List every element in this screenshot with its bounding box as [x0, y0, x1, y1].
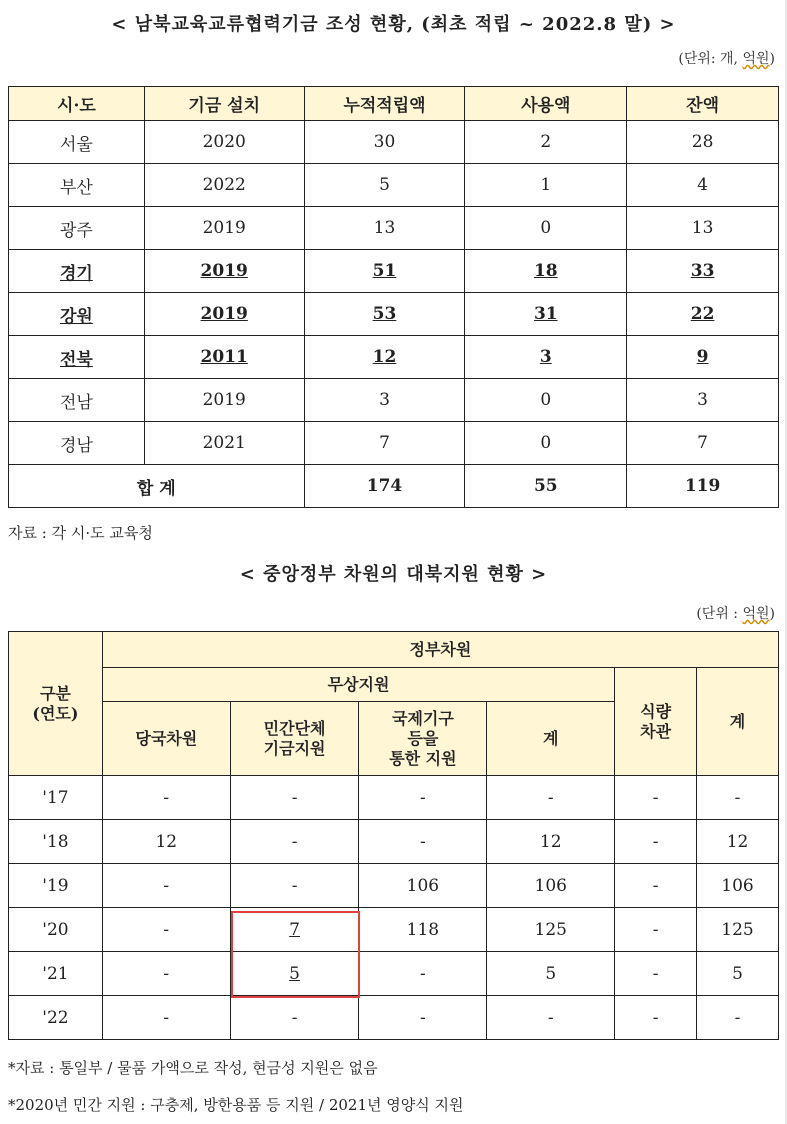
- cell-accum: 12: [304, 336, 465, 379]
- header-region: 시·도: [9, 87, 145, 121]
- cell-used: 31: [465, 293, 627, 336]
- cell-intl: -: [359, 820, 487, 864]
- header-intl: 국제기구 등을 통한 지원: [359, 702, 487, 776]
- cell-intl: 106: [359, 864, 487, 908]
- cell-accum: 3: [304, 379, 465, 422]
- cell-food_loan: -: [615, 820, 697, 864]
- cell-balance: 28: [627, 121, 779, 164]
- header-civil: 민간단체 기금지원: [230, 702, 359, 776]
- header-free-support: 무상지원: [102, 668, 614, 702]
- table-row: [9, 379, 779, 422]
- cell-accum: 7: [304, 422, 465, 465]
- total-row: [9, 465, 779, 508]
- cell-balance: 13: [627, 207, 779, 250]
- total-used: 55: [465, 465, 627, 508]
- cell-civil: -: [230, 864, 359, 908]
- gov-table-title: < 중앙정부 차원의 대북지원 현황 >: [239, 564, 548, 585]
- cell-total: 5: [697, 952, 779, 996]
- cell-used: 1: [465, 164, 627, 207]
- header-total: 계: [697, 668, 779, 776]
- header-authority: 당국차원: [102, 702, 230, 776]
- table-row: [9, 864, 779, 908]
- cell-balance: 33: [627, 250, 779, 293]
- header-food-loan: 식량 차관: [615, 668, 697, 776]
- cell-year: '17: [9, 776, 103, 820]
- gov-source-note: *자료 : 통일부 / 물품 가액으로 작성, 현금성 지원은 없음: [8, 1059, 378, 1077]
- cell-accum: 5: [304, 164, 465, 207]
- cell-total: 125: [697, 908, 779, 952]
- fund-table: [8, 86, 779, 508]
- header-fund-setup: 기금 설치: [144, 87, 304, 121]
- cell-civil: -: [230, 776, 359, 820]
- total-label: 합 계: [9, 465, 305, 508]
- table-row: [9, 164, 779, 207]
- cell-food_loan: -: [615, 776, 697, 820]
- cell-authority: 12: [102, 820, 230, 864]
- cell-region: 부산: [9, 164, 145, 207]
- cell-used: 0: [465, 422, 627, 465]
- cell-used: 2: [465, 121, 627, 164]
- table-row: [9, 293, 779, 336]
- cell-intl: -: [359, 996, 487, 1040]
- cell-authority: -: [102, 864, 230, 908]
- fund-source-note: 자료 : 각 시·도 교육청: [8, 524, 153, 542]
- cell-accum: 30: [304, 121, 465, 164]
- cell-used: 3: [465, 336, 627, 379]
- cell-food_loan: -: [615, 864, 697, 908]
- gov-support-table: [8, 631, 779, 1040]
- table-row: [9, 422, 779, 465]
- cell-year: 2011: [144, 336, 304, 379]
- cell-year: 2019: [144, 293, 304, 336]
- cell-authority: -: [102, 776, 230, 820]
- table-row: [9, 996, 779, 1040]
- cell-sub_total: 125: [487, 908, 615, 952]
- total-balance: 119: [627, 465, 779, 508]
- gov-unit-note: (단위 : 억원): [696, 606, 775, 622]
- cell-intl: 118: [359, 908, 487, 952]
- cell-balance: 4: [627, 164, 779, 207]
- cell-accum: 53: [304, 293, 465, 336]
- cell-accum: 13: [304, 207, 465, 250]
- fund-table-header: [9, 87, 779, 121]
- cell-authority: -: [102, 996, 230, 1040]
- cell-civil: -: [230, 996, 359, 1040]
- cell-year: '22: [9, 996, 103, 1040]
- cell-region: 전북: [9, 336, 145, 379]
- cell-authority: -: [102, 952, 230, 996]
- cell-food_loan: -: [615, 996, 697, 1040]
- cell-year: 2020: [144, 121, 304, 164]
- cell-region: 경남: [9, 422, 145, 465]
- table-row: [9, 121, 779, 164]
- cell-accum: 51: [304, 250, 465, 293]
- cell-total: -: [697, 996, 779, 1040]
- table-row: [9, 952, 779, 996]
- gov-detail-note: *2020년 민간 지원 : 구충제, 방한용품 등 지원 / 2021년 영양식 지원: [8, 1096, 464, 1114]
- header-accumulated: 누적적립액: [304, 87, 465, 121]
- cell-balance: 3: [627, 379, 779, 422]
- header-used: 사용액: [465, 87, 627, 121]
- cell-sub_total: -: [487, 996, 615, 1040]
- cell-sub_total: 5: [487, 952, 615, 996]
- cell-year: 2019: [144, 379, 304, 422]
- cell-year: 2019: [144, 207, 304, 250]
- table-row: [9, 820, 779, 864]
- table-row: [9, 336, 779, 379]
- cell-region: 광주: [9, 207, 145, 250]
- cell-year: '19: [9, 864, 103, 908]
- cell-sub_total: 106: [487, 864, 615, 908]
- header-balance: 잔액: [627, 87, 779, 121]
- cell-year: '18: [9, 820, 103, 864]
- header-category: 구분 (연도): [9, 632, 103, 776]
- cell-food_loan: -: [615, 952, 697, 996]
- cell-sub_total: -: [487, 776, 615, 820]
- cell-year: 2022: [144, 164, 304, 207]
- table-row: [9, 250, 779, 293]
- cell-intl: -: [359, 776, 487, 820]
- cell-balance: 22: [627, 293, 779, 336]
- cell-region: 경기: [9, 250, 145, 293]
- cell-authority: -: [102, 908, 230, 952]
- cell-total: 12: [697, 820, 779, 864]
- cell-balance: 9: [627, 336, 779, 379]
- header-gov-support: 정부차원: [102, 632, 778, 668]
- fund-unit-note: (단위: 개, 억원): [678, 51, 775, 67]
- cell-sub_total: 12: [487, 820, 615, 864]
- cell-year: '21: [9, 952, 103, 996]
- cell-year: '20: [9, 908, 103, 952]
- cell-civil: -: [230, 820, 359, 864]
- cell-year: 2019: [144, 250, 304, 293]
- cell-intl: -: [359, 952, 487, 996]
- total-accum: 174: [304, 465, 465, 508]
- cell-region: 강원: [9, 293, 145, 336]
- table-row: [9, 207, 779, 250]
- table-row: [9, 908, 779, 952]
- cell-total: 106: [697, 864, 779, 908]
- cell-region: 서울: [9, 121, 145, 164]
- cell-balance: 7: [627, 422, 779, 465]
- cell-used: 0: [465, 207, 627, 250]
- header-subtotal: 계: [487, 702, 615, 776]
- cell-civil: 7: [230, 908, 359, 952]
- table-row: [9, 776, 779, 820]
- cell-year: 2021: [144, 422, 304, 465]
- cell-total: -: [697, 776, 779, 820]
- cell-used: 0: [465, 379, 627, 422]
- cell-civil: 5: [230, 952, 359, 996]
- fund-table-title: < 남북교육교류협력기금 조성 현황, (최초 적립 ~ 2022.8 말) >: [111, 14, 676, 35]
- cell-used: 18: [465, 250, 627, 293]
- cell-food_loan: -: [615, 908, 697, 952]
- cell-region: 전남: [9, 379, 145, 422]
